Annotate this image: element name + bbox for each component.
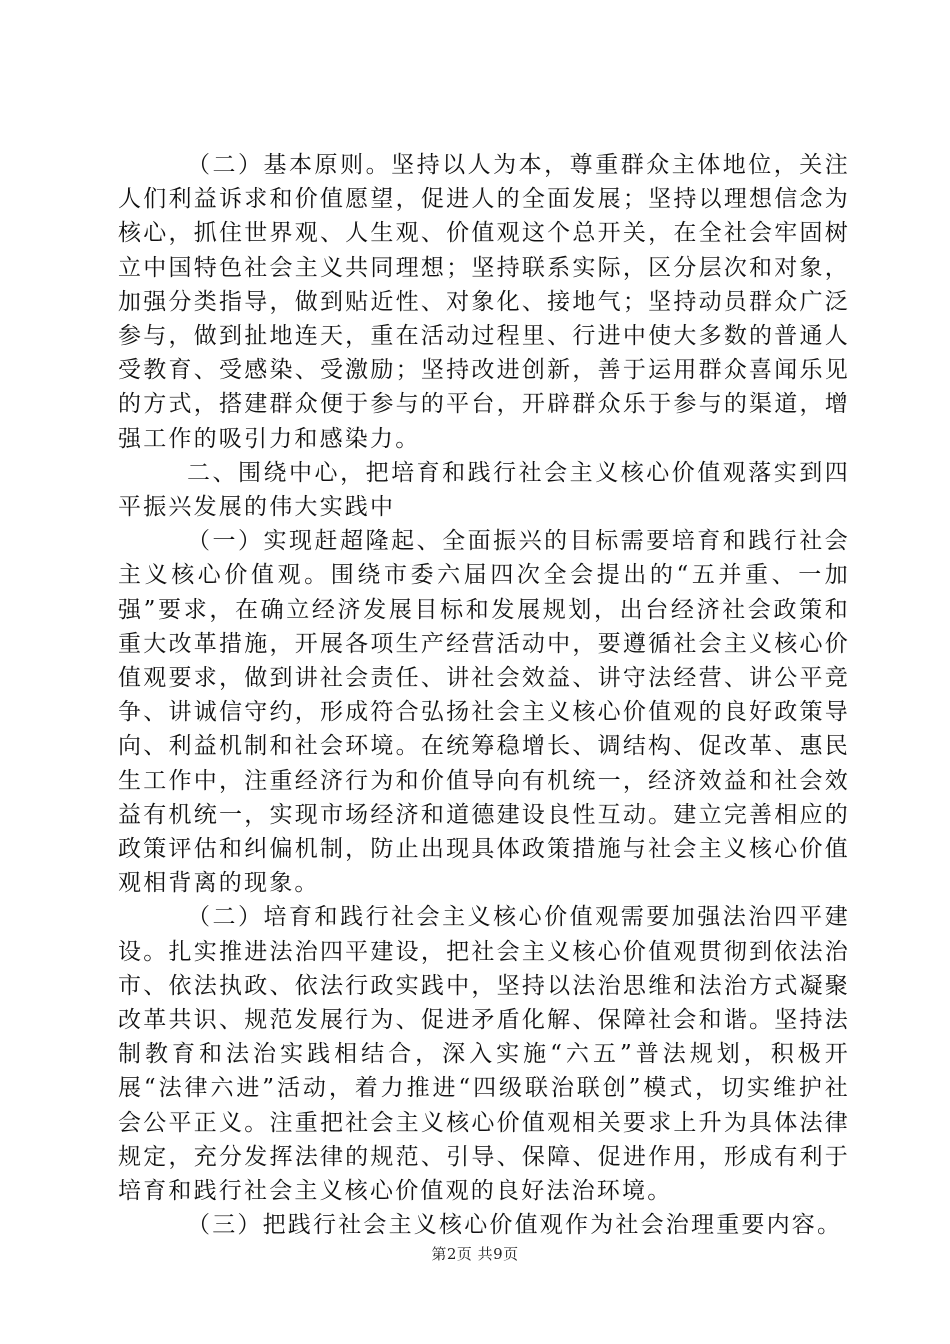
section-heading-two: 二、围绕中心，把培育和践行社会主义核心价值观落实到四平振兴发展的伟大实践中	[118, 459, 850, 521]
document-body	[118, 148, 850, 1243]
paragraph-revitalization-goal: （一）实现赶超隆起、全面振兴的目标需要培育和践行社会主义核心价值观。围绕市委六届四次全会提出的“五并重、一加强”要求，在确立经济发展目标和发展规划，出台经济社会政策和重大改革措施，开展各项生产经营活动中，要遵循社会主义核心价值观要求，做到讲社会责任、讲社会效益、讲守法经营、讲公平竞争、讲诚信守约，形成符合弘扬社会主义核心价值观的良好政策导向、利益机制和社会环境。在统筹稳增长、调结构、促改革、惠民生工作中，注重经济行为和价值导向有机统一，经济效益和社会效益有机统一，实现市场经济和道德建设良性互动。建立完善相应的政策评估和纠偏机制，防止出现具体政策措施与社会主义核心价值观相背离的现象。	[118, 528, 850, 897]
page-number-footer: 第2页 共9页	[431, 1245, 519, 1263]
paragraph-basic-principles: （二）基本原则。坚持以人为本，尊重群众主体地位，关注人们利益诉求和价值愿望，促进人的全面发展；坚持以理想信念为核心，抓住世界观、人生观、价值观这个总开关，在全社会牢固树立中国特色社会主义共同理想；坚持联系实际，区分层次和对象，加强分类指导，做到贴近性、对象化、接地气；坚持动员群众广泛参与，做到扯地连天，重在活动过程里、行进中使大多数的普通人受教育、受感染、受激励；坚持改进创新，善于运用群众喜闻乐见的方式，搭建群众便于参与的平台，开辟群众乐于参与的渠道，增强工作的吸引力和感染力。	[118, 152, 850, 452]
paragraph-rule-of-law: （二）培育和践行社会主义核心价值观需要加强法治四平建设。扎实推进法治四平建设，把社会主义核心价值观贯彻到依法治市、依法执政、依法行政实践中，坚持以法治思维和法治方式凝聚改革共识、规范发展行为、促进矛盾化解、保障社会和谐。坚持法制教育和法治实践相结合，深入实施“六五”普法规划，积极开展“法律六进”活动，着力推进“四级联治联创”模式，切实维护社会公平正义。注重把社会主义核心价值观相关要求上升为具体法律规定，充分发挥法律的规范、引导、保障、促进作用，形成有利于培育和践行社会主义核心价值观的良好法治环境。	[118, 904, 850, 1205]
paragraph-social-governance: （三）把践行社会主义核心价值观作为社会治理重要内容。	[187, 1212, 843, 1239]
